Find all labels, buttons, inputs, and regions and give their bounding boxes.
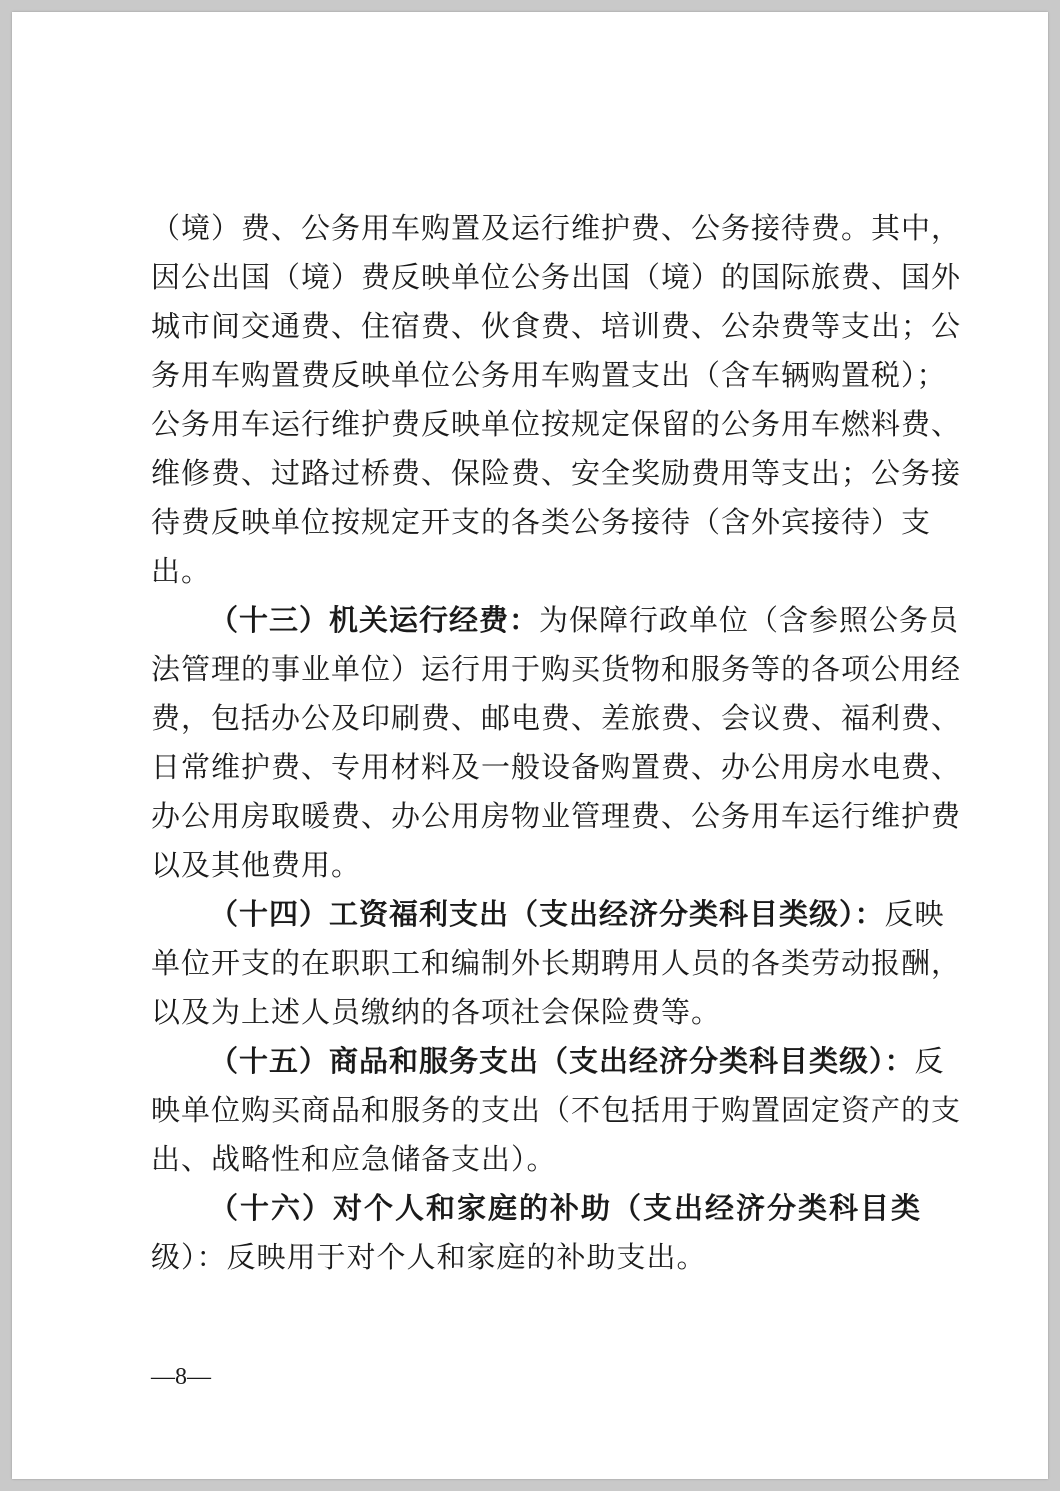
item-heading: （十三）机关运行经费： xyxy=(209,603,540,637)
item-text: 为保障行政单位（含参照公务员 xyxy=(539,603,960,637)
text-line: 务用车购置费反映单位公务用车购置支出（含车辆购置税）； xyxy=(151,358,947,392)
text-line: 法管理的事业单位）运行用于购买货物和服务等的各项公用经 xyxy=(151,652,962,686)
paragraph-item-16 xyxy=(151,1184,921,1282)
paragraph-item-14 xyxy=(151,890,962,1037)
text-line: 待费反映单位按规定开支的各类公务接待（含外宾接待）支 xyxy=(151,505,932,539)
text-line: 以及其他费用。 xyxy=(151,848,362,882)
text-line: 维修费、过路过桥费、保险费、安全奖励费用等支出；公务接 xyxy=(151,456,962,490)
text-line: 公务用车运行维护费反映单位按规定保留的公务用车燃料费、 xyxy=(151,407,962,441)
item-heading: （十四）工资福利支出（支出经济分类科目类级）： xyxy=(209,897,885,931)
text-line: 出。 xyxy=(151,554,212,588)
item-text: 反映 xyxy=(884,897,945,931)
text-line: 办公用房取暖费、办公用房物业管理费、公务用车运行维护费 xyxy=(151,799,962,833)
paragraph-continuation xyxy=(151,204,962,596)
text-line: 映单位购买商品和服务的支出（不包括用于购置固定资产的支 xyxy=(151,1093,962,1127)
text-line: 单位开支的在职职工和编制外长期聘用人员的各类劳动报酬， xyxy=(151,946,962,980)
document-page xyxy=(12,12,1048,1479)
document-body xyxy=(151,204,962,1282)
text-line xyxy=(151,890,945,939)
text-line xyxy=(151,1037,945,1086)
text-line: 出、战略性和应急储备支出）。 xyxy=(151,1142,557,1176)
item-heading: （十六）对个人和家庭的补助（支出经济分类科目类 xyxy=(209,1191,921,1225)
text-line: 日常维护费、专用材料及一般设备购置费、办公用房水电费、 xyxy=(151,750,962,784)
text-line: 级）：反映用于对个人和家庭的补助支出。 xyxy=(151,1240,707,1274)
item-heading: （十五）商品和服务支出（支出经济分类科目类级）： xyxy=(209,1044,915,1078)
paragraph-item-15 xyxy=(151,1037,962,1184)
paragraph-item-13 xyxy=(151,596,962,890)
text-line: 费，包括办公及印刷费、邮电费、差旅费、会议费、福利费、 xyxy=(151,701,962,735)
text-line xyxy=(151,596,960,645)
text-line xyxy=(151,1184,921,1233)
text-line: 以及为上述人员缴纳的各项社会保险费等。 xyxy=(151,995,722,1029)
text-line: 城市间交通费、住宿费、伙食费、培训费、公杂费等支出；公 xyxy=(151,309,962,343)
text-line: （境）费、公务用车购置及运行维护费、公务接待费。其中， xyxy=(151,211,962,245)
page-number: —8— xyxy=(151,1364,211,1390)
item-text: 反 xyxy=(914,1044,945,1078)
text-line: 因公出国（境）费反映单位公务出国（境）的国际旅费、国外 xyxy=(151,260,962,294)
